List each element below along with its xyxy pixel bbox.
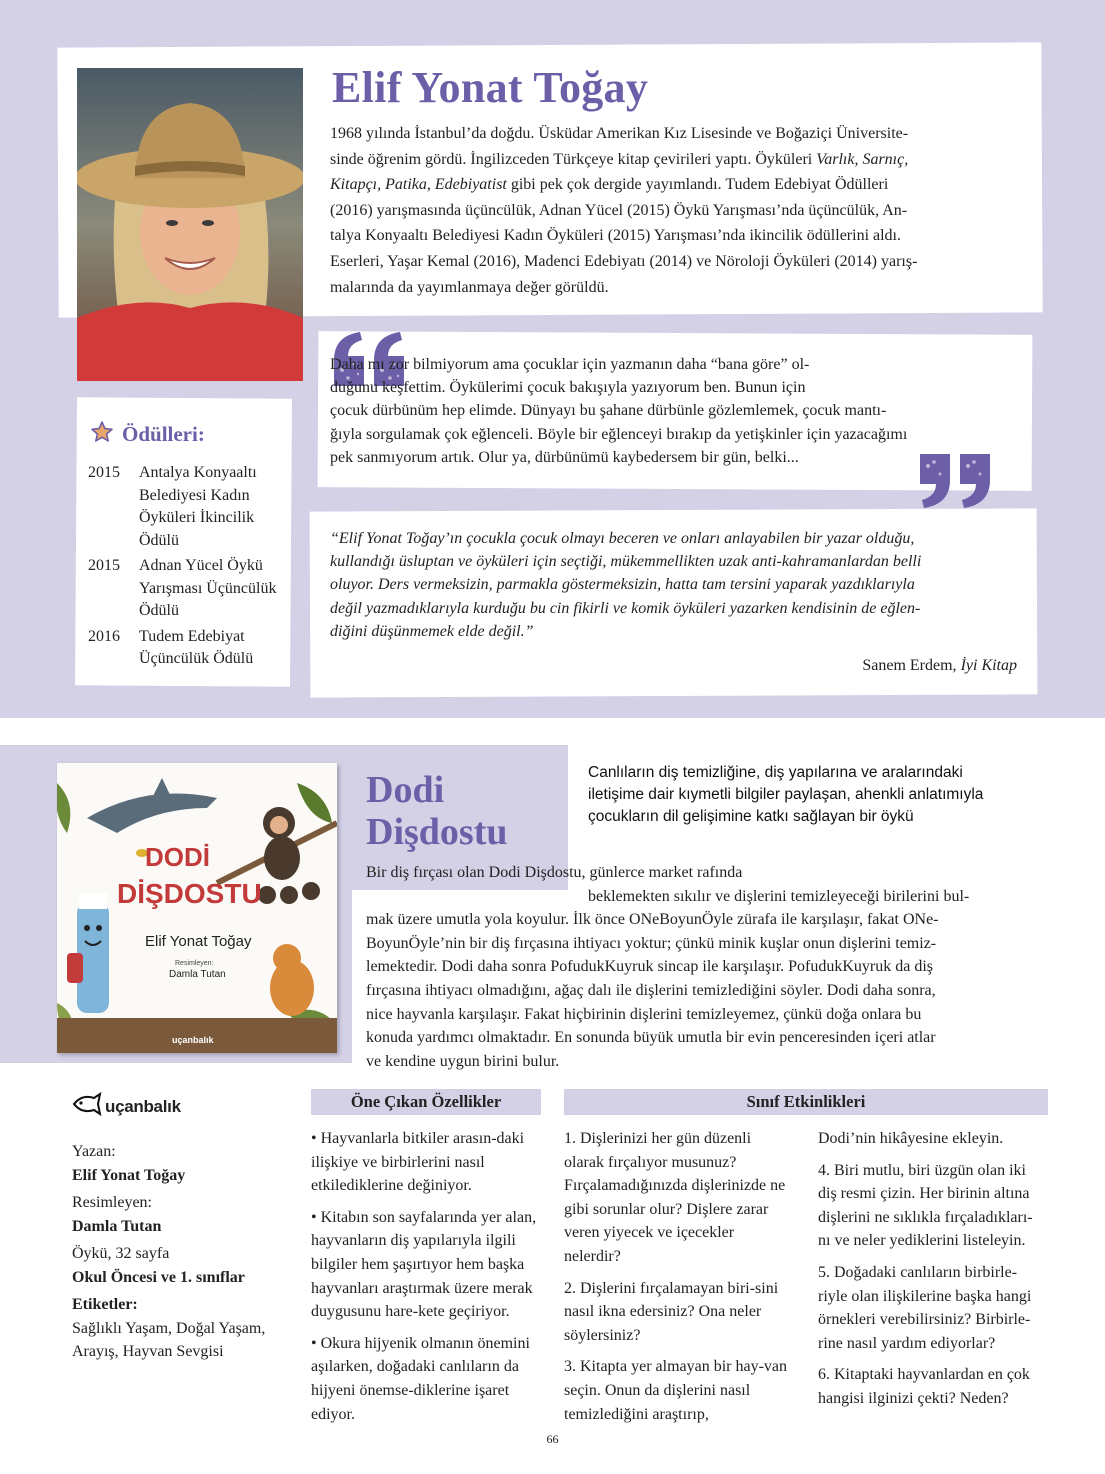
cover-author: Elif Yonat Toğay <box>145 933 252 950</box>
award-text: Antalya Konyaaltı Belediyesi Kadın Öyküleri İkincilik Ödülü <box>139 464 257 549</box>
award-year: 2016 <box>88 627 120 645</box>
tags-label: Etiketler: <box>72 1296 138 1313</box>
award-year: 2015 <box>88 557 120 574</box>
book-title <box>366 769 508 853</box>
award-year: 2015 <box>88 464 120 481</box>
activity-item: 6. Kitaptaki hayvanlardan en çok hangisi ilginizi çekti? Neden? <box>818 1366 1030 1407</box>
awards-header <box>90 420 205 449</box>
cover-publisher: uçanbalık <box>172 1035 214 1045</box>
writer-name: Elif Yonat Toğay <box>72 1166 186 1184</box>
awards-title: Ödülleri: <box>122 422 205 446</box>
author-photo <box>77 68 303 381</box>
publisher-name: uçanbalık <box>105 1096 181 1116</box>
award-text: Adnan Yücel Öykü Yarışması Üçüncülük Ödülü <box>139 557 277 619</box>
author-bio: 1968 yılında İstanbul’da doğdu. Üsküdar Amerikan Kız Lisesinde ve Boğaziçi Üniversite- sinde öğrenim gördü. İngilizceden Türkçeye kitap çevirileri yaptı. Öyküleri Varlık, Sarnıç, Kitapçı, Patika, Edebiyatist gibi pek çok dergide yayımlandı. Tudem Edebiyat Ödülleri (2016) yarışmasında üçüncülük, Adnan Yücel (2015) Öykü Yarışması’nda üçüncülük, An- talya Konyaaltı Belediyesi Kadın Öyküleri (2015) Yarışması’nda ikincilik ödüllerini aldı. Eserleri, Yaşar Kemal (2016), Madenci Edebiyatı (2014) ve Nöroloji Öyküleri (2014) yarış- malarında da yayımlanmaya değer görüldü. <box>330 125 918 296</box>
review-author: Sanem Erdem, <box>862 657 957 674</box>
book-meta <box>72 1140 292 1364</box>
illustrator-label: Resimleyen: <box>72 1194 152 1211</box>
review-publication: İyi Kitap <box>960 657 1017 674</box>
book-summary: Bir diş fırçası olan Dodi Dişdostu, günlerce market rafında beklemekten sıkılır ve dişlerini temizleyeceği birilerini bul- mak üzere umutla yola koyulur. İlk önce ONeBoyunÖyle zürafa ile karşılaşır, fakat ONe- BoyunÖyle’nin bir diş fırçasına ihtiyacı yoktur; çünkü minik kuşlar onun dişlerini temiz- lemektedir. Dodi daha sonra PofudukKuyruk sincap ile karşılaşır. PofudukKuyruk da diş fırçasına ihtiyacı olmadığını, ağaç dalı ile dişlerini temizlediğini söyler. Dodi daha sonra, nice hayvanla karşılaşır. Fakat hiçbirinin dişlerini temizleyemez, çünkü doğa onlara bu konuda yardımcı olmaktadır. En sonunda büyük umutla bir evin penceresinden içeri atlar ve kendine uygun birini bulur. <box>366 864 970 1070</box>
awards-list <box>88 462 288 674</box>
book-tagline: Canlıların diş temizliğine, diş yapılarına ve aralarındaki iletişime dair kıymetli bilgiler paylaşan, ahenkli anlatımıyla çocukların dil gelişimine katkı sağlayan bir öykü <box>588 764 984 825</box>
author-name: Elif Yonat Toğay <box>332 63 649 112</box>
activity-item: 1. Dişlerinizi her gün düzenli olarak fırçalıyor musunuz? Fırçalamadığınızda dişlerinizde ne gibi sorunlar olur? Dişlere zarar veren yiyecek ve içecekler nelerdir? <box>564 1130 786 1265</box>
award-item <box>88 555 288 623</box>
fish-icon <box>72 1092 102 1121</box>
publisher-logo <box>72 1092 181 1121</box>
award-text: Tudem Edebiyat Üçüncülük Ödülü <box>139 627 254 667</box>
feature-item: • Kitabın son sayfalarında yer alan, hayvanların diş yapılarıyla ilgili bilgiler hem şaşırtıyor hem başka hayvanları araştırmak üzere merak duygusunu hare-kete geçiriyor. <box>311 1208 537 1321</box>
close-quote-icon <box>914 452 994 515</box>
tags-list: Sağlıklı Yaşam, Doğal Yaşam, Arayış, Hayvan Sevgisi <box>72 1319 266 1360</box>
cover-illustrator-label: Resimleyen: <box>175 960 214 967</box>
features-list <box>311 1127 544 1434</box>
book-title-line1: Dodi <box>366 769 445 811</box>
activity-item: Dodi’nin hikâyesine ekleyin. <box>818 1130 1004 1147</box>
activities-column-1 <box>564 1127 790 1434</box>
page-number: 66 <box>546 1432 559 1446</box>
activity-item: 2. Dişlerini fırçalamayan biri-sini nasıl ikna edersiniz? Ona neler söylersiniz? <box>564 1279 779 1344</box>
book-cover <box>57 763 337 1053</box>
feature-item: • Hayvanlarla bitkiler arasın-daki ilişkiye ve birbirlerini nasıl etkilediklerine değiniyor. <box>311 1130 525 1195</box>
activity-item: 3. Kitapta yer almayan bir hay-van seçin. Onun da dişlerini nasıl temizlediğini araştırıp, <box>564 1358 788 1423</box>
author-quote: Daha mı zor bilmiyorum ama çocuklar için yazmanın daha “bana göre” ol- duğunu keşfettim. Öykülerimi çocuk bakışıyla yazıyorum ben. Bunun için çocuk dürbünüm hep elimde. Dünyayı bu şahane dürbünle gözlemlemek, çocuk mantı- ğıyla sorgulamak çok eğlenceli. Böyle bir eğlenceyi bırakıp da yetişkinler için yazacağımı pek sanmıyorum artık. Olur ya, dürbünümü kaybedersem bir gün, belki... <box>330 356 908 466</box>
feature-item: • Okura hijyenik olmanın önemini aşılarken, doğadaki canlıların da hijyeni önemse-diklerine işaret ediyor. <box>311 1334 530 1423</box>
cover-illustrator: Damla Tutan <box>169 969 226 980</box>
features-header: Öne Çıkan Özellikler <box>311 1089 541 1115</box>
award-item <box>88 462 288 552</box>
writer-label: Yazan: <box>72 1143 116 1160</box>
award-item <box>88 626 288 671</box>
cover-title-line1: DODİ <box>145 842 210 872</box>
activity-item: 5. Doğadaki canlıların birbirle-riyle olan ilişkilerine başka hangi örnekleri verebilirsiniz? Birbirle-rine nasıl yardım ediyorlar? <box>818 1263 1032 1352</box>
review-text: “Elif Yonat Toğay’ın çocukla çocuk olmayı beceren ve onları anlayabilen bir yazar olduğu, kullandığı üsluptan ve öyküleri için seçtiği, mükemmellikten uzak anti-kahramanlardan belli oluyor. Ders vermeksizin, parmakla göstermeksizin, hatta tam tersini yaparak yazdıklarıyla değil yazmadıklarıyla kurduğu bu cin fikirli ve komik öyküleri yazarken kendisinin de eğlen- diğini düşünmemek elde değil.” <box>330 530 922 640</box>
book-title-line2: Dişdostu <box>366 811 508 853</box>
cover-title-line2: DİŞDOSTU <box>117 878 262 909</box>
star-icon <box>90 420 114 449</box>
book-format: Öykü, 32 sayfa <box>72 1245 170 1262</box>
activity-item: 4. Biri mutlu, biri üzgün olan iki diş resmi çizin. Her birinin altına dişlerini ne sıklıkla fırçaladıkları-nı ve neler yediklerini listeleyin. <box>818 1161 1033 1250</box>
activities-column-2 <box>818 1127 1043 1419</box>
book-audience: Okul Öncesi ve 1. sınıflar <box>72 1268 245 1286</box>
activities-header: Sınıf Etkinlikleri <box>564 1089 1048 1115</box>
illustrator-name: Damla Tutan <box>72 1217 162 1235</box>
review-source <box>862 657 1017 675</box>
